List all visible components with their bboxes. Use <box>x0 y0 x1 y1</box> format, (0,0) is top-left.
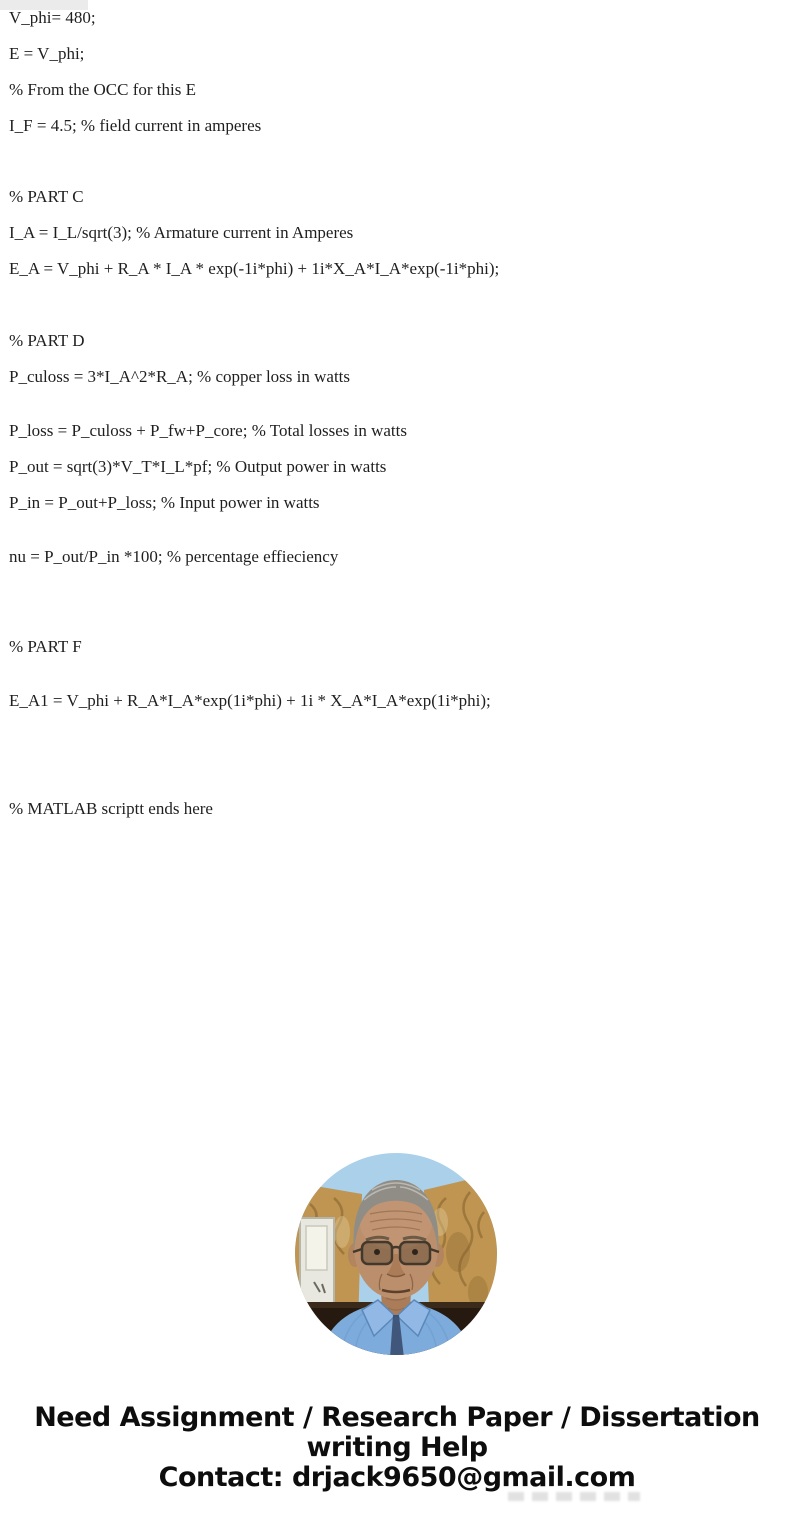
code-line: P_culoss = 3*I_A^2*R_A; % copper loss in watts <box>9 367 351 386</box>
code-line: I_F = 4.5; % field current in amperes <box>9 116 262 135</box>
code-line: nu = P_out/P_in *100; % percentage effieciency <box>9 547 339 566</box>
footer-contact-email: Contact: drjack9650@gmail.com <box>158 1462 636 1493</box>
avatar <box>294 1152 498 1356</box>
code-line: % PART F <box>9 637 82 656</box>
code-line: % MATLAB scriptt ends here <box>9 799 213 818</box>
code-line: % From the OCC for this E <box>9 80 196 99</box>
code-line: P_out = sqrt(3)*V_T*I_L*pf; % Output power in watts <box>9 457 387 476</box>
code-line: % PART D <box>9 331 85 350</box>
avatar-photo <box>294 1152 498 1356</box>
footer-heading-line-2: writing Help <box>306 1432 488 1463</box>
code-line: V_phi= 480; <box>9 8 96 27</box>
code-line: P_in = P_out+P_loss; % Input power in watts <box>9 493 320 512</box>
code-line: E_A1 = V_phi + R_A*I_A*exp(1i*phi) + 1i * X_A*I_A*exp(1i*phi); <box>9 691 491 710</box>
footer-heading-line-1: Need Assignment / Research Paper / Dissertation <box>34 1402 760 1433</box>
code-line: E_A = V_phi + R_A * I_A * exp(-1i*phi) + 1i*X_A*I_A*exp(-1i*phi); <box>9 259 500 278</box>
footer-ad <box>0 1403 794 1493</box>
code-line: I_A = I_L/sqrt(3); % Armature current in Amperes <box>9 223 354 242</box>
code-line: % PART C <box>9 187 84 206</box>
watermark-smudge <box>508 1492 640 1501</box>
code-line: E = V_phi; <box>9 44 85 63</box>
code-line: P_loss = P_culoss + P_fw+P_core; % Total losses in watts <box>9 421 407 440</box>
